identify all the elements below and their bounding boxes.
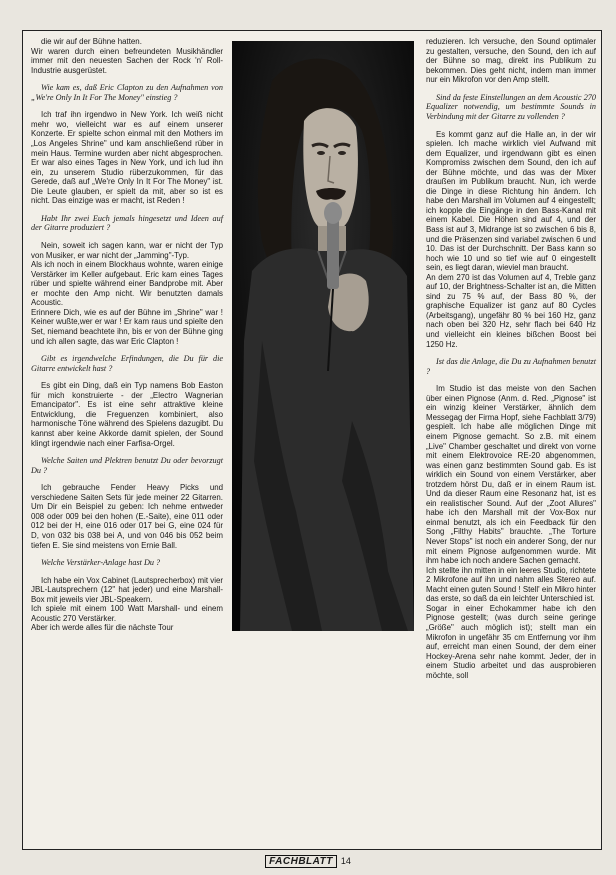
- interview-answer: Als ich noch in einem Blockhaus wohnte, waren einige Verstärker im Keller aufgebaut. Eric kam eines Tages rüber und spielte während einer Bandprobe mit. Aber er mochte den Amp nicht. Wir benutzten damals Acoustic.: [31, 260, 223, 308]
- interview-answer: Ich gebrauche Fender Heavy Picks und verschiedene Saiten Sets für jede meiner 22 Gitarren. Um Dir ein Beispiel zu geben: Ich nehme entweder 008 oder 009 bei den hohen (E.-Saite), eine 011 oder 012 bei der H, eine 016 oder 017 bei G, eine 024 für D, von 032 bis 038 bei A, und von 046 bis 052 beim tiefen E. Sie sind meistens von Ernie Ball.: [31, 483, 223, 550]
- interview-question: Gibt es irgendwelche Erfindungen, die Du für die Gitarre entwickelt hast ?: [31, 354, 223, 373]
- interview-answer: Nein, soweit ich sagen kann, war er nicht der Typ von Musiker, er war nicht der „Jamming"-Typ.: [31, 241, 223, 260]
- interview-question: Welche Verstärker-Anlage hast Du ?: [41, 558, 161, 568]
- interview-answer: Erinnere Dich, wie es auf der Bühne im „Shrine" war ! Keiner wußte,wer er war ! Er kam raus und spielte den Set, niemand beachtete ihn, bis er von der Bühne ging und ich allen sagte, das war Eric Clapton !: [31, 307, 223, 346]
- interview-answer: Es gibt ein Ding, daß ein Typ namens Bob Easton für mich konstruierte - der „Electro Wagnerian Emancipator". Es ist eine sehr attraktive kleine Entwicklung, die Freguenzen kombiniert, also harmonische Töne während des Spielens dazugibt. Du kannst aber keine Akkorde damit spielen, der Sound klingt irgendwie nach einer Farfisa-Orgel.: [31, 381, 223, 448]
- page-footer: [0, 851, 616, 865]
- interview-answer: Ich spiele mit einem 100 Watt Marshall- und einem Acoustic 270 Verstärker.: [31, 604, 223, 623]
- interview-question: Habt Ihr zwei Euch jemals hingesetzt und Ideen auf der Gitarre produziert ?: [31, 213, 223, 233]
- page-number: 14: [340, 856, 351, 866]
- interview-answer: Im Studio ist das meiste von den Sachen über einen Pignose (Anm. d. Red. „Pignose" ist ein winzig kleiner Verstärker, ähnlich dem Messegag der Firma Hopf, siehe Fachblatt 3/79) gespielt. Ich habe alle möglichen Dinge mit einem Pignose gemacht. So z.B. mit einem „Live" Chamber geschaltet und direkt von vorne mit einem Elektrovoice RE-20 abgenommen, was einen ganz bestimmten Sound gab. Es ist wirklich ein Sound von einem Verstärker, aber trotzdem hörst Du, daß er in einem Raum ist. Und da dieser Raum eine Resonanz hat, ist es ein realistischer Sound. Auf der „Zoot Allures" habe ich den Marshall mit der Vox-Box nur einmal benutzt, als ich ein Feedback für den Song „Filthy Habits" brauchte. „The Torture Never Stops" ist noch ein anderer Song, der nur mit einem Pignose aufgenommen wurde. Mit ihm habe ich noch andere Sachen gemacht.: [426, 384, 596, 566]
- interview-answer: Ich habe ein Vox Cabinet (Lautsprecherbox) mit vier JBL-Lautsprechern (12" hat jeder) und eine Marshall-Box mit jeweils vier JBL-Speakern.: [31, 575, 223, 604]
- interview-answer: Ich stellte ihn mitten in ein leeres Studio, richtete 2 Mikrofone auf ihn und nahm alles Stereo auf. Macht einen guten Sound ! Stell' ein Mikro hinter das erste, so daß da ein leichter Unterschied ist.: [426, 565, 596, 604]
- interview-answer: Wir waren durch einen befreundeten Musikhändler immer mit den neuesten Sachen der Rock 'n' Roll-Industrie ausgerüstet.: [31, 46, 223, 75]
- interview-question: Sind da feste Einstellungen an dem Acoustic 270 Equalizer notwendig, um bestimmte Sounds in Verbindung mit der Gitarre zu vollenden ?: [426, 92, 596, 121]
- interview-answer: die wir auf der Bühne hatten.: [41, 37, 142, 46]
- musician-photo: [232, 41, 414, 631]
- interview-question: Ist das die Anlage, die Du zu Aufnahmen benutzt ?: [426, 357, 596, 376]
- interview-answer: reduzieren. Ich versuche, den Sound optimaler zu gestalten, versuche, den Sound, den ich auf der Bühne so mag, direkt ins Publikum zu bekommen. Dies geht nicht, indem man immer nur ein Mikrofon vor den Amp stellt.: [426, 37, 596, 85]
- interview-answer: Sogar in einer Echokammer habe ich den Pignose gestellt; (was durch seine geringe „Größe" auch möglich ist); stellt man ein Mikrofon in ungefähr 35 cm Entfernung vor ihm auf, erreicht man einen Sound, der dem einer Hockey-Arena sehr nahe kommt. Jeder, der in einem Studio arbeitet und das ausprobieren möchte, soll: [426, 603, 596, 680]
- interview-answer: Es kommt ganz auf die Halle an, in der wir spielen. Ich mache wirklich viel Aufwand mit dem Equalizer, und irgendwann gibt es einen Kompromiss zwischen dem Sound, den ich auf der Bühne möchte, und das was der Mixer draußen im Publikum braucht. Nun, ich werde die Dinge in diese Richtung hin ändern. Ich habe den Marshall im Volumen auf 4 eingestellt; ich kopple die Eingänge in den Bass-Kanal mit einem Kabel. Die Höhen sind auf 4, und der Bass ist auf 3, Midrange ist so zwischen 6 bis 8, und die Präsenzen sind variabel zwischen 6 und 10. Das ist der Durchschnitt. Der Bass kann so hoch wie 10 und so tief wie auf 0 eingestellt sein, es liegt daran, wieviel man braucht.: [426, 129, 596, 273]
- interview-answer: Aber ich werde alles für die nächste Tour: [31, 623, 174, 633]
- magazine-logo: FACHBLATT: [265, 855, 337, 868]
- interview-answer: Ich traf ihn irgendwo in New York. Ich weiß nicht mehr wo, vielleicht war es auf einem unserer Konzerte. Er spielte schon einmal mit den Mothers im „Los Angeles Shrine" und kam anschließend rüber in mein Haus. Termine wurden aber nicht abgesprochen. Er war also eines Tages in New York, und ich lud ihn ein, zu unserem Studio rüberzukommen, für das Gerede, daß auf „We're Only In It For The Money" ist. Die Leute glauben, er spielt da mit, aber so ist es nicht. Das einzige was er macht, ist Reden !: [31, 110, 223, 206]
- left-text-column: [31, 37, 223, 633]
- interview-question: Welche Saiten und Plektren benutzt Du oder bevorzugt Du ?: [31, 456, 223, 475]
- interview-question: Wie kam es, daß Eric Clapton zu den Aufnahmen von „We're Only In It For The Money" einstieg ?: [31, 83, 223, 102]
- right-text-column: [426, 37, 596, 680]
- magazine-page: [22, 30, 602, 850]
- interview-answer: An dem 270 ist das Volumen auf 4, Treble ganz auf 10, der Brightness-Schalter ist an, die Mitten sind zu 75 % auf, der Bass 80 %, der graphische Equalizer ist ganz auf 80 Cycles (Arbeitsgang), ungefähr 80 % bei 160 Hz, ganz nach oben bei 320 Hz, sehr flach bei 640 Hz und vielleicht ein kleines bißchen Boost bei 1250 Hz.: [426, 272, 596, 349]
